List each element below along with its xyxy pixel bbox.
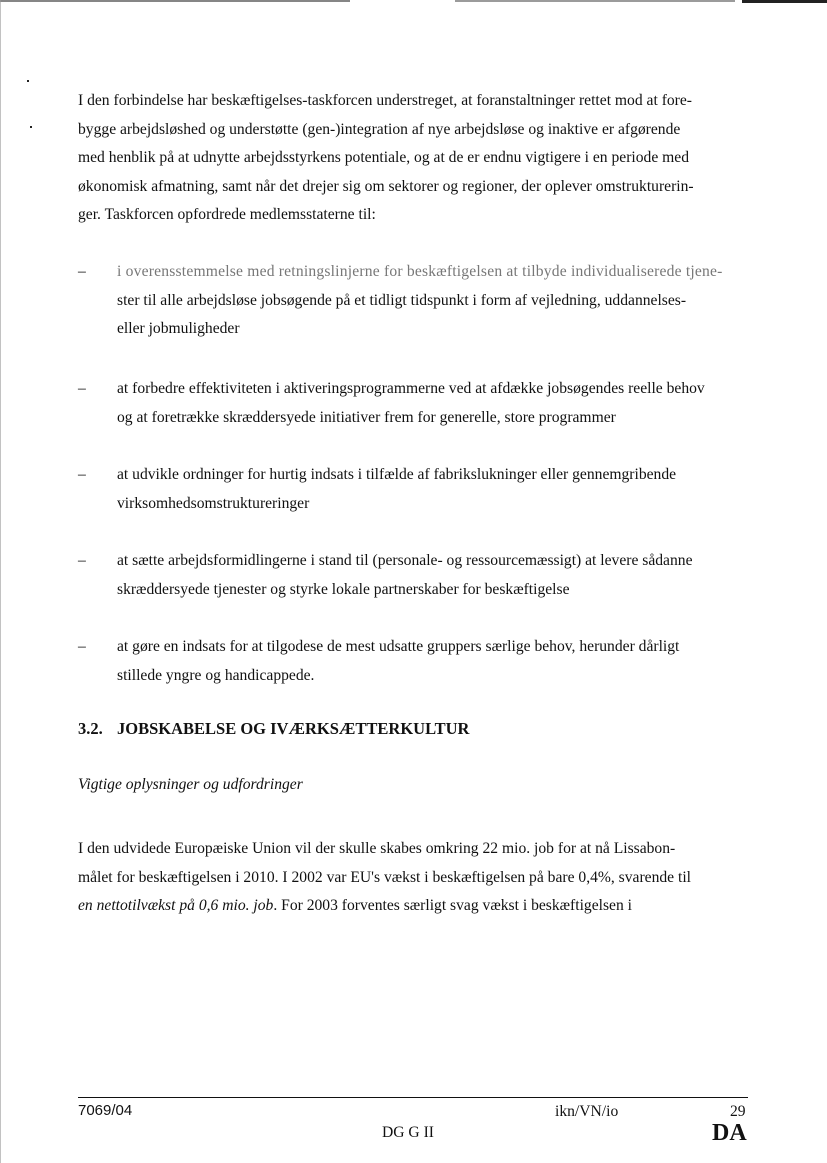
page-number: 29: [730, 1103, 746, 1120]
text-line: I den forbindelse har beskæftigelses-taskforcen understreget, at foranstaltninger rettet mod at fore-: [78, 92, 692, 109]
text-line: med henblik på at udnytte arbejdsstyrkens potentiale, og at de er endnu vigtigere i en periode med: [78, 149, 689, 167]
text-line: økonomisk afmatning, samt når det drejer sig om sektorer og regioner, der oplever omstrukturerin-: [78, 177, 694, 195]
italic-phrase: en nettotilvækst på 0,6 mio. job: [78, 897, 274, 915]
bullet-dash: –: [78, 380, 86, 397]
scan-speck: [30, 126, 32, 128]
bullet-item: [78, 547, 750, 604]
text-segment: . For 2003 forventes særligt svag vækst i beskæftigelsen i: [273, 897, 632, 915]
section-title: JOBSKABELSE OG IVÆRKSÆTTERKULTUR: [117, 719, 470, 738]
bullet-dash: –: [78, 466, 86, 483]
text-line: målet for beskæftigelsen i 2010. I 2002 var EU's vækst i beskæftigelsen på bare 0,4%, svarende til: [78, 868, 691, 886]
text-line: stillede yngre og handicappede.: [117, 666, 315, 684]
section-heading: [78, 719, 469, 739]
author-reference: ikn/VN/io: [555, 1103, 619, 1120]
text-line: virksomhedsomstruktureringer: [117, 494, 310, 512]
bullet-dash: –: [78, 263, 86, 280]
text-line: at udvikle ordninger for hurtig indsats i tilfælde af fabrikslukninger eller gennemgribende: [117, 466, 677, 483]
footer-rule: [78, 1097, 748, 1098]
bullet-item: [78, 461, 750, 518]
text-line: ster til alle arbejdsløse jobsøgende på et tidligt tidspunkt i form af vejledning, uddannelses-: [117, 291, 687, 309]
text-line: at sætte arbejdsformidlingerne i stand til (personale- og ressourcemæssigt) at levere sådanne: [117, 552, 693, 569]
text-line: [78, 892, 748, 921]
scan-artifact-line: [455, 0, 735, 2]
bullet-item: [78, 633, 750, 690]
text-line: ger. Taskforcen opfordrede medlemsstaterne til:: [78, 206, 376, 224]
document-code: 7069/04: [78, 1102, 133, 1119]
scan-speck: [27, 80, 29, 82]
text-line: at forbedre effektiviteten i aktiveringsprogrammerne ved at afdække jobsøgendes reelle behov: [117, 380, 705, 397]
bullet-dash: –: [78, 552, 86, 569]
subheading: Vigtige oplysninger og udfordringer: [78, 776, 303, 793]
scan-page-edge: [0, 0, 1, 1163]
scan-artifact-line: [0, 0, 350, 2]
text-line: bygge arbejdsløshed og understøtte (gen-)integration af nye arbejdsløse og inaktive er afgørende: [78, 120, 681, 138]
text-line: eller jobmuligheder: [117, 320, 240, 338]
text-line: skræddersyede tjenester og styrke lokale partnerskaber for beskæftigelse: [117, 580, 570, 598]
bullet-item: [78, 375, 750, 432]
text-line: og at foretrække skræddersyede initiativer frem for generelle, store programmer: [117, 408, 616, 426]
language-code: DA: [712, 1120, 747, 1146]
closing-paragraph: [78, 835, 748, 921]
text-line: at gøre en indsats for at tilgodese de mest udsatte gruppers særlige behov, herunder dårligt: [117, 638, 680, 655]
scan-artifact-line: [742, 0, 827, 3]
bullet-item: [78, 258, 750, 344]
intro-paragraph: [78, 87, 748, 230]
directorate-label: DG G II: [382, 1124, 434, 1141]
text-line: i overensstemmelse med retningslinjerne for beskæftigelsen at tilbyde individualiserede tjene-: [117, 263, 723, 280]
bullet-dash: –: [78, 638, 86, 655]
text-line: I den udvidede Europæiske Union vil der skulle skabes omkring 22 mio. job for at nå Lissabon-: [78, 840, 676, 857]
section-number: 3.2.: [78, 719, 103, 738]
